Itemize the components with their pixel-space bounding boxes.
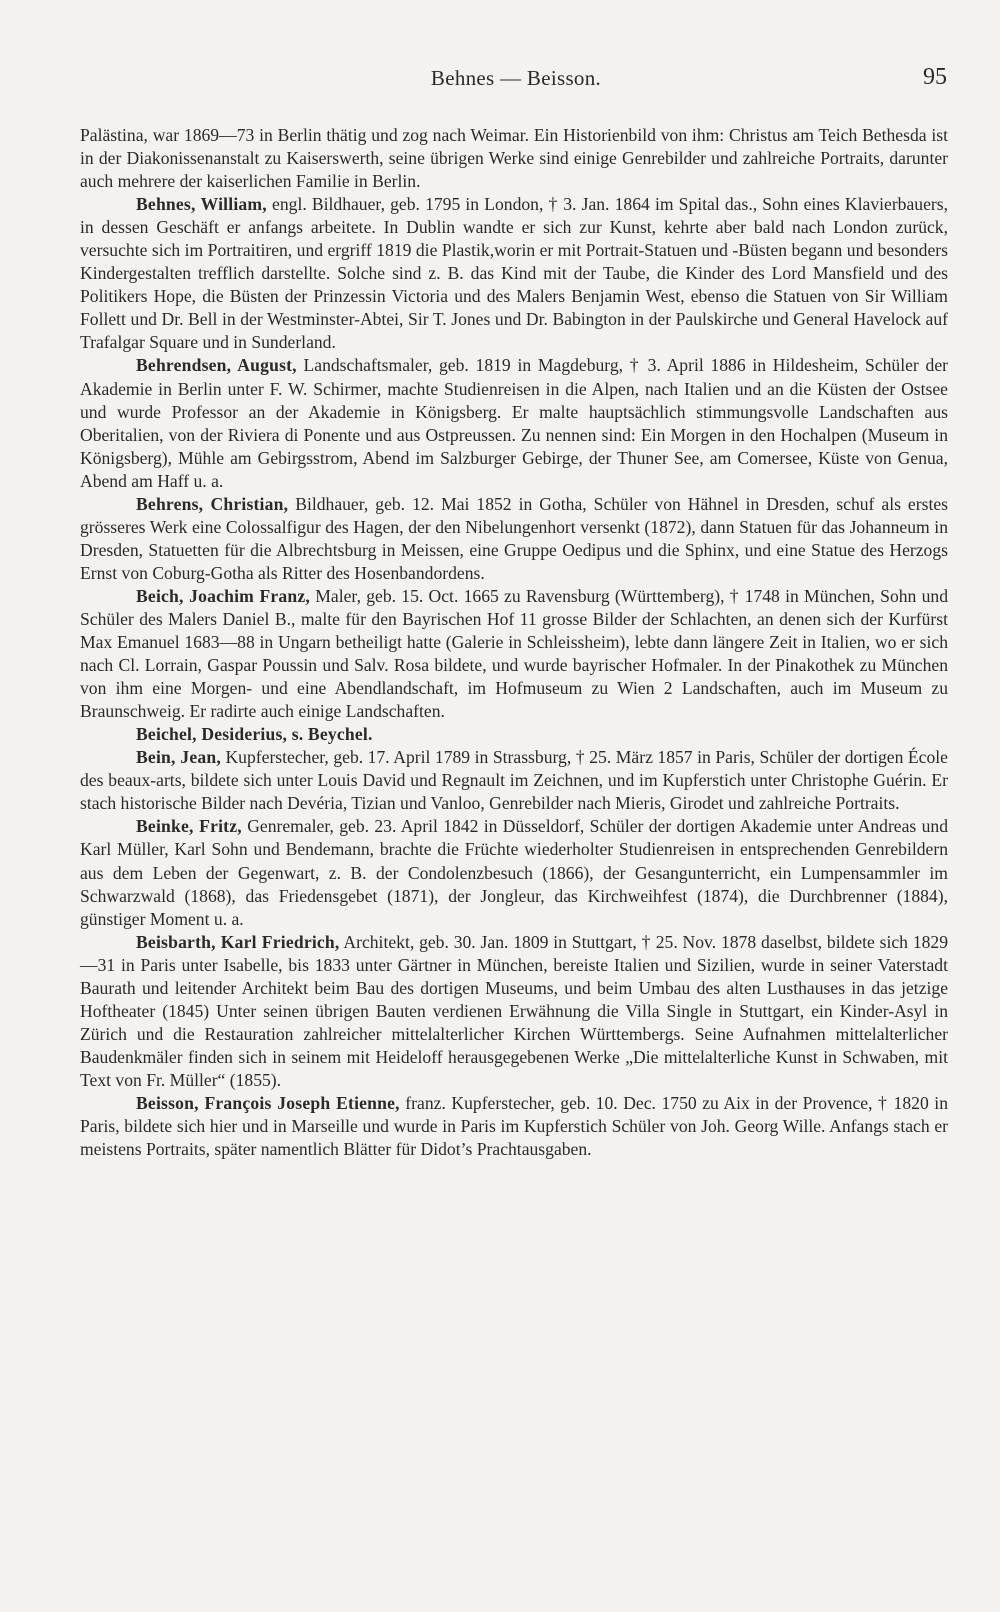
entry-text: Bildhauer, geb. 12. Mai 1852 in Gotha, Schüler von Hähnel in Dresden, schuf als erstes grösseres Werk eine Colossalfigur des Hagen, der den Nibelungenhort versenkt (1872), dann Statuen für das Johanneum in Dresden, Statuetten für die Albrechtsburg in Meissen, eine Gruppe Oedipus und die Sphinx, und eine Statue des Herzogs Ernst von Coburg-Gotha als Ritter des Hosenbandordens. <box>80 493 948 583</box>
running-head <box>85 66 947 96</box>
entry-heading: Bein, Jean, <box>136 747 221 768</box>
entry-beisson <box>80 1092 948 1161</box>
entry-text: Landschaftsmaler, geb. 1819 in Magdeburg, † 3. April 1886 in Hildesheim, Schüler der Akademie in Berlin unter F. W. Schirmer, machte Studienreisen in die Alpen, nach Italien und an die Küsten der Ostsee und wurde Professor an der Akademie in Königsberg. Er malte hauptsächlich stimmungsvolle Landschaften aus Oberitalien, von der Riviera di Ponente und aus Ostpreussen. Zu nennen sind: Ein Morgen in den Hochalpen (Museum in Königsberg), Mühle am Gebirgsstrom, Abend im Salzburger Gebirge, der Thuner See, am Comersee, Küste von Genua, Abend am Haff u. a. <box>80 355 948 491</box>
entry-behrendsen <box>80 354 948 492</box>
entry-behnes <box>80 193 948 354</box>
entry-beich <box>80 585 948 723</box>
entry-heading: Behnes, William, <box>136 194 267 215</box>
entry-heading: Beich, Joachim Franz, <box>136 585 311 606</box>
dictionary-body <box>80 124 948 1161</box>
entry-text: Palästina, war 1869—73 in Berlin thätig und zog nach Weimar. Ein Historienbild von ihm: Christus am Teich Bethesda ist in der Diakonissenanstalt zu Kaiserswerth, seine übrigen Werke sind einige Genrebilder und zahlreiche Portraits, darunter auch mehrere der kaiserlichen Familie in Berlin. <box>80 125 948 192</box>
running-title: Behnes — Beisson. <box>430 66 602 90</box>
entry-text: Genremaler, geb. 23. April 1842 in Düsseldorf, Schüler der dortigen Akademie unter Andreas und Karl Müller, Karl Sohn und Bendemann, brachte die Früchte wiederholter Studienreisen in entsprechenden Genrebildern aus dem Leben der Gegenwart, z. B. der Condolenzbesuch (1866), der Gesangunterricht, ein Lumpensammler im Schwarzwald (1868), das Friedensgebet (1871), der Jongleur, das Kirchweihfest (1874), die Durchbrenner (1884), günstiger Moment u. a. <box>80 816 948 929</box>
entry-heading: Behrens, Christian, <box>136 493 289 514</box>
page-number: 95 <box>923 64 947 90</box>
entry-continuation <box>80 124 948 193</box>
entry-heading: Beisbarth, Karl Friedrich, <box>136 931 340 952</box>
entry-text: Kupferstecher, geb. 17. April 1789 in Strassburg, † 25. März 1857 in Paris, Schüler der dortigen École des beaux-arts, bildete sich unter Louis David und Regnault im Zeichnen, und im Kupferstich unter Christophe Guérin. Er stach historische Bilder nach Devéria, Tizian und Vanloo, Genrebilder nach Mieris, Girodet und zahlreiche Portraits. <box>80 747 948 814</box>
entry-text: franz. Kupferstecher, geb. 10. Dec. 1750 zu Aix in der Provence, † 1820 in Paris, bildete sich hier und in Marseille und wurde in Paris im Kupferstich Schüler von Joh. Georg Wille. Anfangs stach er meistens Portraits, später namentlich Blätter für Didot’s Prachtausgaben. <box>80 1092 948 1160</box>
entry-heading: Beichel, Desiderius, s. Beychel. <box>136 724 373 745</box>
entry-behrens <box>80 493 948 585</box>
entry-heading: Beisson, François Joseph Etienne, <box>136 1092 400 1113</box>
entry-heading: Beinke, Fritz, <box>136 816 242 837</box>
entry-text: engl. Bildhauer, geb. 1795 in London, † 3. Jan. 1864 im Spital das., Sohn eines Klavierbauers, in dessen Geschäft er anfangs arbeitete. In Dublin wandte er sich zur Kunst, kehrte aber bald nach London zurück, versuchte sich im Portraitiren, und ergriff 1819 die Plastik,worin er mit Portrait-Statuen und -Büsten begann und besonders Kindergestalten trefflich darstellte. Solche sind z. B. das Kind mit der Taube, die Kinder des Lord Mansfield und des Politikers Hope, die Büsten der Prinzessin Victoria und des Malers Benjamin West, ebenso die Statuen von Sir William Follett und Dr. Bell in der Westminster-Abtei, Sir T. Jones und Dr. Babington in der Paulskirche und General Havelock auf Trafalgar Square und in Sunderland. <box>80 194 948 353</box>
entry-bein <box>80 746 948 815</box>
entry-text: Architekt, geb. 30. Jan. 1809 in Stuttgart, † 25. Nov. 1878 daselbst, bildete sich 1829—31 in Paris unter Isabelle, bis 1833 unter Gärtner in München, bereiste Italien und Sizilien, wurde in seiner Vaterstadt Baurath und leitender Architekt beim Bau des dortigen Museums, und beim Umbau des alten Lusthauses in das jetzige Hoftheater (1845) Unter seinen übrigen Bauten verdienen Erwähnung die Villa Single in Stuttgart, ein Kinder-Asyl in Zürich und die Restauration zahlreicher mittelalterlicher Kirchen Württembergs. Seine Aufnahmen mittelalterlicher Baudenkmäler finden sich in seinem mit Heideloff herausgegebenen Werke „Die mittelalterliche Kunst in Schwaben, mit Text von Fr. Müller“ (1855). <box>80 931 949 1090</box>
entry-heading: Behrendsen, August, <box>136 355 297 376</box>
entry-beichel <box>80 723 948 746</box>
entry-beisbarth <box>80 931 948 1092</box>
entry-beinke <box>80 815 948 930</box>
entry-text: Maler, geb. 15. Oct. 1665 zu Ravensburg (Württemberg), † 1748 in München, Sohn und Schüler des Malers Daniel B., malte für den Bayrischen Hof 11 grosse Bilder der Schlachten, an denen sich der Kurfürst Max Emanuel 1683—88 in Ungarn betheiligt hatte (Galerie in Schleissheim), lebte dann längere Zeit in Italien, wo er sich nach Cl. Lorrain, Gaspar Poussin und Salv. Rosa bildete, und wurde bayrischer Hofmaler. In der Pinakothek zu München von ihm eine Morgen- und eine Abendlandschaft, im Hofmuseum zu Wien 2 Landschaften, auch im Museum zu Braunschweig. Er radirte auch einige Landschaften. <box>80 585 948 722</box>
